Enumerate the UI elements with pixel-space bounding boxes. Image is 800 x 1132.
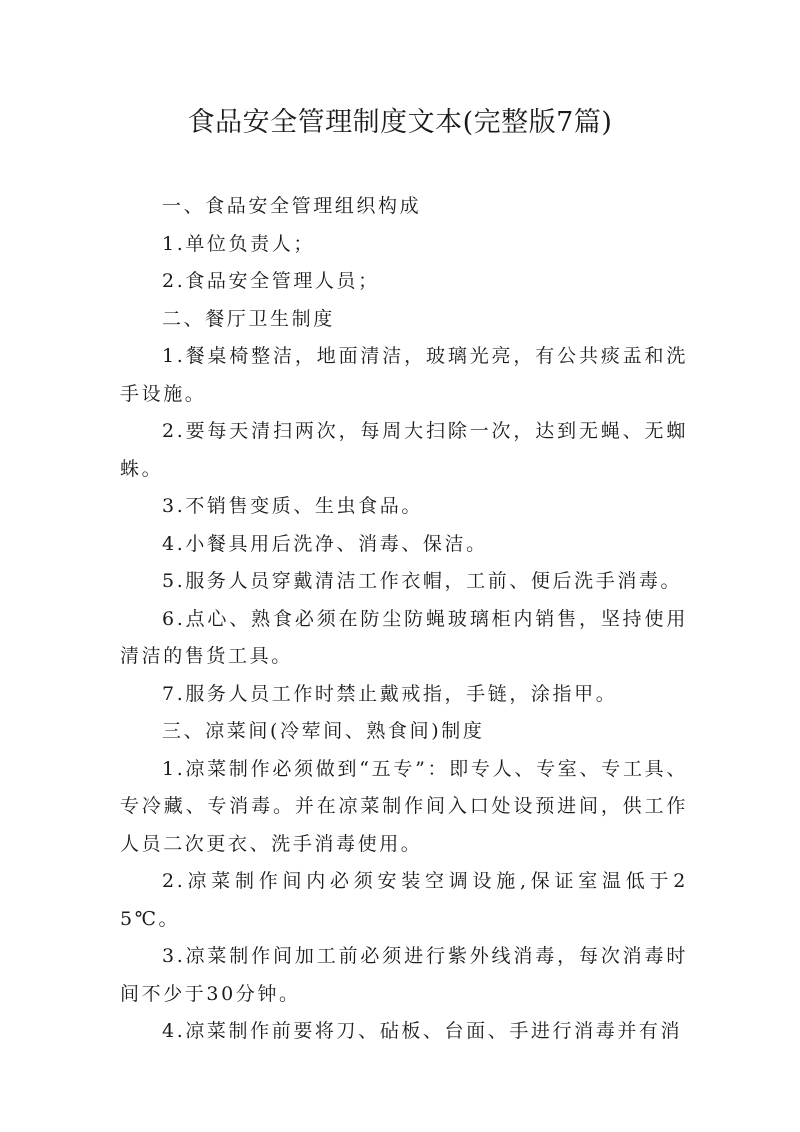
paragraph: 2.要每天清扫两次，每周大扫除一次，达到无蝇、无蜘蛛。 (120, 420, 688, 480)
paragraph: 7.服务人员工作时禁止戴戒指，手链，涂指甲。 (162, 682, 618, 705)
paragraph: 2.凉菜制作间内必须安装空调设施,保证室温低于25℃。 (120, 870, 688, 930)
paragraph: 3.不销售变质、生虫食品。 (162, 495, 423, 517)
document-title: 食品安全管理制度文本(完整版7篇) (187, 107, 613, 138)
paragraph: 6.点心、熟食必须在防尘防蝇玻璃柜内销售，坚持使用清洁的售货工具。 (120, 607, 688, 667)
paragraph: 5.服务人员穿戴清洁工作衣帽，工前、便后洗手消毒。 (162, 570, 683, 592)
paragraph-section-1-heading: 一、食品安全管理组织构成 (162, 195, 422, 217)
paragraph: 1.凉菜制作必须做到“五专”：即专人、专室、专工具、专冷藏、专消毒。并在凉菜制作间入口处设预进间，供工作人员二次更衣、洗手消毒使用。 (120, 757, 688, 855)
paragraph: 2.食品安全管理人员； (162, 270, 380, 292)
paragraph-section-2-heading: 二、餐厅卫生制度 (162, 307, 335, 330)
document-body (120, 188, 688, 1051)
paragraph: 1.餐桌椅整洁，地面清洁，玻璃光亮，有公共痰盂和洗手设施。 (120, 345, 688, 405)
paragraph: 1.单位负责人； (162, 232, 315, 255)
paragraph: 4.凉菜制作前要将刀、砧板、台面、手进行消毒并有消 (162, 1020, 683, 1042)
paragraph-section-3-heading: 三、凉菜间(冷荤间、熟食间)制度 (162, 720, 485, 742)
paragraph: 3.凉菜制作间加工前必须进行紫外线消毒，每次消毒时间不少于30分钟。 (120, 945, 688, 1005)
paragraph: 4.小餐具用后洗净、消毒、保洁。 (162, 532, 488, 555)
